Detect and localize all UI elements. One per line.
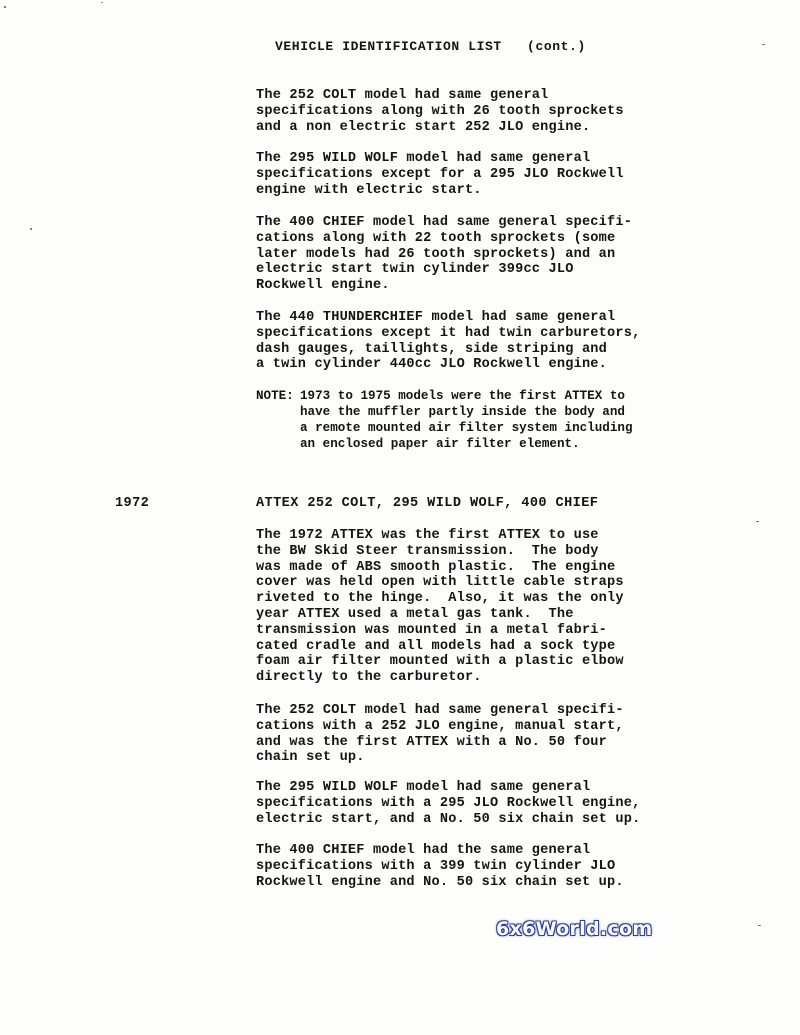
watermark-logo: 6x6World.com	[496, 918, 653, 940]
paragraph-1972-252-colt: The 252 COLT model had same general specifi- cations with a 252 JLO engine, manual start, and was the first ATTEX with a No. 50 four chain set up.	[256, 703, 624, 766]
section-heading: ATTEX 252 COLT, 295 WILD WOLF, 400 CHIEF	[256, 496, 599, 511]
paragraph-252-colt: The 252 COLT model had same general specifications along with 26 tooth sprockets and a non electric start 252 JLO engine.	[256, 88, 624, 135]
scan-speck	[762, 44, 765, 45]
paragraph-295-wild-wolf: The 295 WILD WOLF model had same general specifications except for a 295 JLO Rockwell engine with electric start.	[256, 151, 624, 198]
section-year: 1972	[115, 496, 150, 511]
paragraph-440-thunderchief: The 440 THUNDERCHIEF model had same general specifications except it had twin carburetors, dash gauges, taillights, side striping and a twin cylinder 440cc JLO Rockwell engine.	[256, 310, 641, 373]
scan-speck	[30, 228, 32, 230]
scan-speck	[758, 925, 761, 926]
note-label: NOTE:	[256, 389, 294, 403]
paragraph-1972-295-wild-wolf: The 295 WILD WOLF model had same general specifications with a 295 JLO Rockwell engine, electric start, and a No. 50 six chain set up.	[256, 780, 641, 827]
scan-speck	[101, 2, 103, 3]
scan-speck	[756, 521, 759, 522]
paragraph-1972-400-chief: The 400 CHIEF model had the same general specifications with a 399 twin cylinder JLO Rockwell engine and No. 50 six chain set up.	[256, 843, 624, 890]
paragraph-1972-overview: The 1972 ATTEX was the first ATTEX to use the BW Skid Steer transmission. The body was made of ABS smooth plastic. The engine cover was held open with little cable straps riveted to the hinge. Also, it was the only year ATTEX used a metal gas tank. The transmission was mounted in a metal fabri- cated cradle and all models had a sock type foam air filter mounted with a plastic elbow directly to the carburetor.	[256, 528, 624, 686]
note-text: 1973 to 1975 models were the first ATTEX to have the muffler partly inside the body and a remote mounted air filter system including an enclosed paper air filter element.	[300, 389, 633, 451]
paragraph-400-chief: The 400 CHIEF model had same general specifi- cations along with 22 tooth sprockets (some later models had 26 tooth sprockets) and an electric start twin cylinder 399cc JLO Rockwell engine.	[256, 215, 633, 294]
page-header: VEHICLE IDENTIFICATION LIST (cont.)	[275, 39, 586, 54]
scan-speck	[4, 6, 6, 8]
